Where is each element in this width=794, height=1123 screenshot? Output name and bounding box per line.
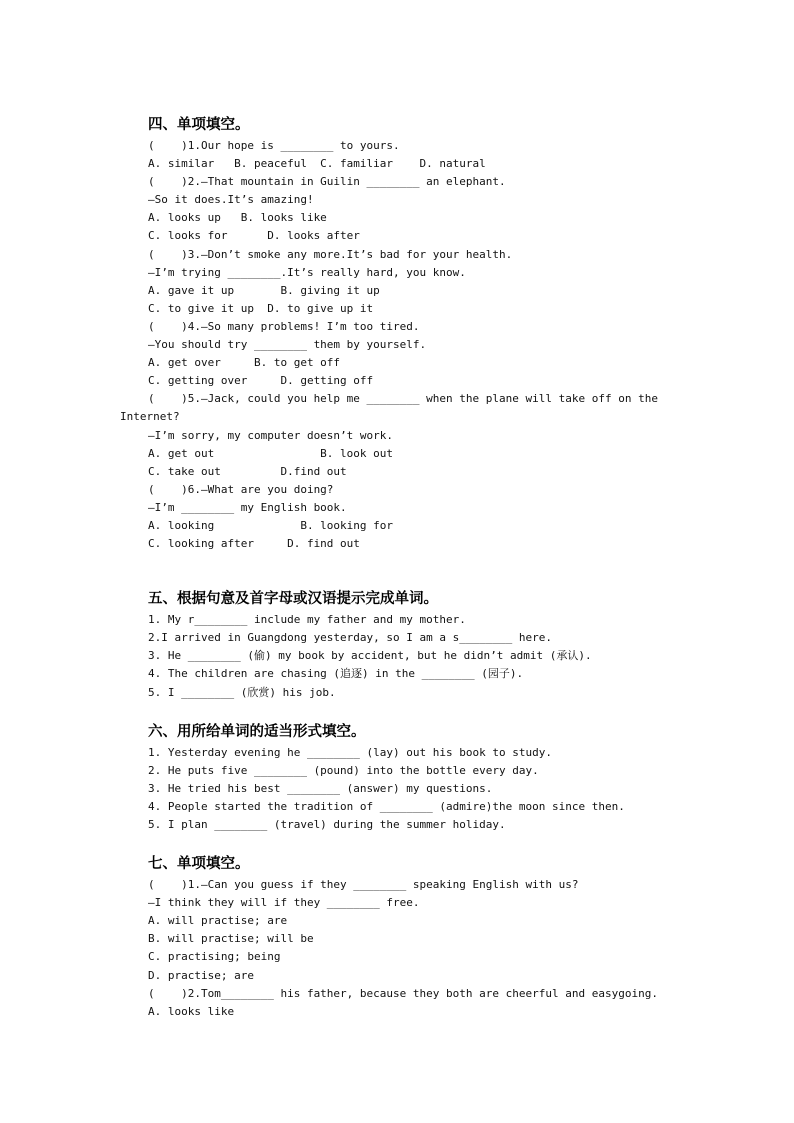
- section-title: 五、根据句意及首字母或汉语提示完成单词。: [148, 591, 438, 608]
- option-line: A. looking B. looking for: [148, 518, 394, 532]
- exercise-line: 5. I plan ________ (travel) during the summer holiday.: [148, 818, 506, 831]
- section-word-forms: [120, 722, 700, 834]
- option-line: B. will practise; will be: [148, 932, 314, 946]
- question-line: ( )6.—What are you doing?: [148, 482, 334, 496]
- section-title: 六、用所给单词的适当形式填空。: [148, 723, 366, 740]
- exercise-line: 2. He puts five ________ (pound) into the bottle every day.: [148, 763, 539, 777]
- section-single-choice-2: [120, 854, 700, 1021]
- exercise-line: 4. The children are chasing (追逐) in the ________ (园子).: [148, 667, 524, 681]
- dialogue-line: —I’m sorry, my computer doesn’t work.: [148, 428, 394, 442]
- option-line: C. looks for D. looks after: [148, 229, 360, 243]
- question-line: ( )3.—Don’t smoke any more.It’s bad for your health.: [148, 247, 513, 261]
- option-line: A. get over B. to get off: [148, 356, 341, 370]
- exercise-line: 1. Yesterday evening he ________ (lay) out his book to study.: [148, 745, 552, 759]
- option-line: C. looking after D. find out: [148, 537, 360, 551]
- option-line: C. to give it up D. to give up it: [148, 301, 374, 315]
- question-line: ( )1.Our hope is ________ to yours.: [148, 139, 400, 152]
- section-title: 七、单项填空。: [148, 856, 250, 873]
- dialogue-line: —So it does.It’s amazing!: [148, 193, 314, 207]
- question-line: ( )2.Tom________ his father, because they both are cheerful and easygoing.: [148, 986, 658, 1000]
- dialogue-line: —I’m ________ my English book.: [148, 500, 347, 514]
- dialogue-line: —I think they will if they ________ free.: [148, 896, 420, 910]
- question-line: ( )5.—Jack, could you help me ________ when the plane will take off on the: [148, 392, 658, 406]
- question-line-continued: Internet?: [120, 410, 180, 424]
- option-line: A. gave it up B. giving it up: [148, 283, 380, 297]
- option-line: A. looks up B. looks like: [148, 211, 327, 225]
- dialogue-line: —I’m trying ________.It’s really hard, you know.: [148, 265, 466, 279]
- option-line: A. get out B. look out: [148, 446, 394, 460]
- option-line: C. take out D.find out: [148, 464, 347, 478]
- section-word-completion: [120, 589, 700, 701]
- option-line: A. will practise; are: [148, 914, 288, 928]
- exercise-line: 4. People started the tradition of ________ (admire)the moon since then.: [148, 799, 625, 813]
- option-line: D. practise; are: [148, 968, 254, 982]
- question-line: ( )4.—So many problems! I’m too tired.: [148, 319, 420, 333]
- section-title: 四、单项填空。: [148, 117, 250, 133]
- question-line: ( )2.—That mountain in Guilin ________ an elephant.: [148, 175, 506, 189]
- exercise-line: 2.I arrived in Guangdong yesterday, so I am a s________ here.: [148, 631, 552, 645]
- section-single-choice-1: [120, 115, 700, 553]
- option-line: C. getting over D. getting off: [148, 374, 374, 388]
- question-line: ( )1.—Can you guess if they ________ speaking English with us?: [148, 878, 579, 892]
- option-line: A. looks like: [148, 1004, 235, 1018]
- option-line: C. practising; being: [148, 950, 281, 964]
- exercise-line: 3. He ________ (偷) my book by accident, but he didn’t admit (承认).: [148, 649, 592, 663]
- exercise-line: 3. He tried his best ________ (answer) my questions.: [148, 781, 493, 795]
- option-line: A. similar B. peaceful C. familiar D. natural: [148, 157, 486, 171]
- exercise-line: 5. I ________ (欣赏) his job.: [148, 685, 336, 699]
- dialogue-line: —You should try ________ them by yourself.: [148, 338, 427, 352]
- exercise-line: 1. My r________ include my father and my mother.: [148, 613, 466, 627]
- worksheet-content: [120, 115, 700, 1021]
